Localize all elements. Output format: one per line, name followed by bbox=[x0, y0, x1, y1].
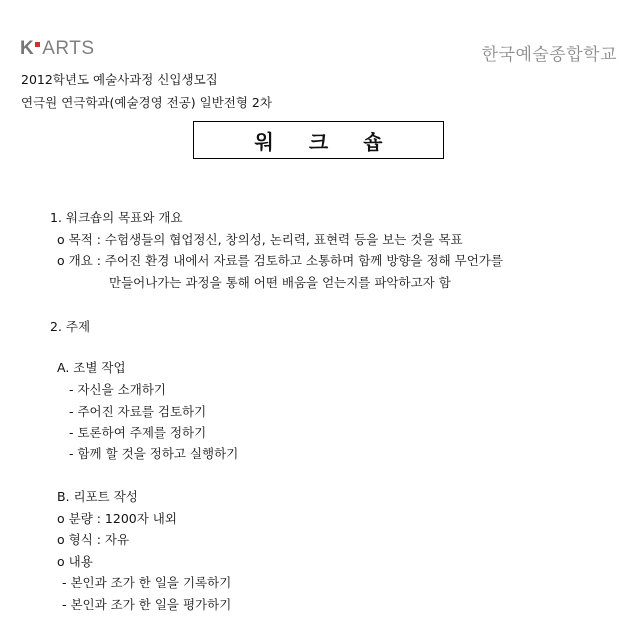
content-item: - 본인과 조가 한 일을 평가하기 bbox=[62, 597, 232, 612]
overview-line-1: o 개요 : 주어진 환경 내에서 자료를 검토하고 소통하며 함께 방향을 정해 무언가를 bbox=[57, 253, 503, 268]
content-item: - 본인과 조가 한 일을 기록하기 bbox=[62, 575, 232, 590]
intro-line-2: 연극원 연극학과(예술경영 전공) 일반전형 2차 bbox=[21, 95, 272, 110]
group-a-item: - 주어진 자료를 검토하기 bbox=[69, 404, 207, 419]
workshop-title-box bbox=[193, 121, 444, 159]
school-name: 한국예술종합학교 bbox=[481, 45, 617, 65]
logo-red-square bbox=[35, 42, 40, 47]
section1-heading: 1. 워크숍의 목표와 개요 bbox=[50, 210, 183, 225]
group-a-item: - 토론하여 주제를 정하기 bbox=[69, 425, 207, 440]
group-a-item: - 함께 할 것을 정하고 실행하기 bbox=[69, 446, 239, 461]
group-b-item: o 내용 bbox=[57, 554, 93, 569]
group-b-item: o 분량 : 1200자 내외 bbox=[57, 511, 177, 526]
karts-logo bbox=[20, 38, 95, 60]
group-a-title: A. 조별 작업 bbox=[57, 360, 126, 375]
intro-line-1: 2012학년도 예술사과정 신입생모집 bbox=[21, 72, 218, 87]
workshop-title: 워 크 숍 bbox=[254, 129, 397, 154]
section2-heading: 2. 주제 bbox=[50, 319, 91, 334]
logo-arts: ARTS bbox=[42, 38, 95, 59]
logo-k: K bbox=[20, 38, 35, 59]
group-b-title: B. 리포트 작성 bbox=[57, 489, 138, 504]
overview-line-2: 만들어나가는 과정을 통해 어떤 배움을 얻는지를 파악하고자 함 bbox=[109, 275, 451, 290]
group-a-item: - 자신을 소개하기 bbox=[69, 382, 166, 397]
group-b-item: o 형식 : 자유 bbox=[57, 532, 130, 547]
purpose-line: o 목적 : 수험생들의 협업정신, 창의성, 논리력, 표현력 등을 보는 것을 목표 bbox=[57, 232, 463, 247]
